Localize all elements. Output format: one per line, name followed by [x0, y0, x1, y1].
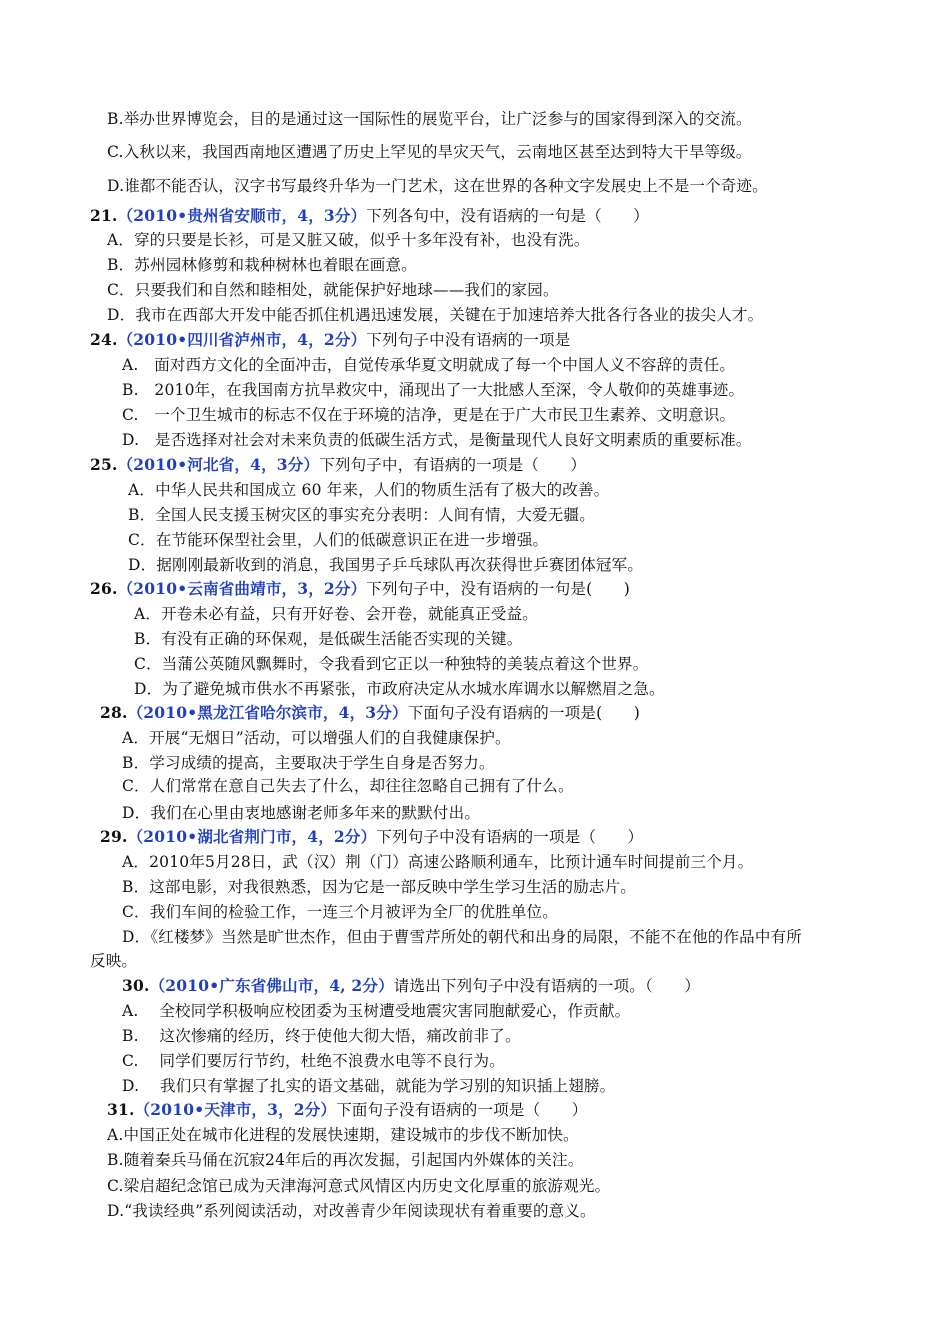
- question-source: （2010•天津市，3，2分）: [134, 1100, 337, 1119]
- option-line: D．为了避免城市供水不再紧张，市政府决定从水城水库调水以解燃眉之急。: [134, 680, 665, 698]
- question-source: （2010•四川省泸州市，4，2分）: [117, 330, 367, 349]
- option-line: C．只要我们和自然和睦相处，就能保护好地球——我们的家园。: [107, 281, 559, 299]
- question-number: 31.: [107, 1100, 135, 1119]
- question-stem: 下面句子没有语病的一项是( ): [407, 704, 640, 722]
- option-line: C.梁启超纪念馆已成为天津海河意式风情区内历史文化厚重的旅游观光。: [107, 1177, 611, 1195]
- question-number: 25.: [90, 455, 118, 474]
- option-line: D．我们在心里由衷地感谢老师多年来的默默付出。: [122, 804, 481, 822]
- question-header: [90, 455, 586, 475]
- option-line: C.入秋以来，我国西南地区遭遇了历史上罕见的旱灾天气，云南地区甚至达到特大干旱等级。: [107, 143, 752, 161]
- question-stem: 请选出下列句子中没有语病的一项。（ ）: [393, 977, 701, 995]
- question-header: [100, 827, 643, 847]
- question-stem: 下列句子中，没有语病的一句是( ): [366, 580, 630, 598]
- question-source: （2010•河北省，4，3分）: [117, 455, 320, 474]
- question-header: [122, 976, 700, 996]
- option-line: D．我市在西部大开发中能否抓住机遇迅速发展，关键在于加速培养大批各行各业的拔尖人才。: [107, 306, 764, 324]
- option-line: C．在节能环保型社会里，人们的低碳意识正在进一步增强。: [128, 531, 549, 549]
- option-line: D. 我们只有掌握了扎实的语文基础，就能为学习别的知识插上翅膀。: [122, 1077, 616, 1095]
- option-line: 反映。: [90, 952, 138, 970]
- option-line: B．有没有正确的环保观，是低碳生活能否实现的关键。: [134, 630, 523, 648]
- option-line: A．穿的只要是长衫，可是又脏又破，似乎十多年没有补，也没有洗。: [107, 231, 590, 249]
- option-line: B. 2010年，在我国南方抗旱救灾中，涌现出了一大批感人至深，令人敬仰的英雄事迹。: [122, 381, 745, 399]
- question-stem: 下列句子中没有语病的一项是: [366, 331, 571, 349]
- question-stem: 下列句子中，有语病的一项是（ ）: [319, 456, 587, 474]
- option-line: C．人们常常在意自己失去了什么，却往往忽略自己拥有了什么。: [122, 777, 574, 795]
- option-line: C．当蒲公英随风飘舞时，令我看到它正以一种独特的美装点着这个世界。: [134, 655, 649, 673]
- option-line: A. 面对西方文化的全面冲击，自觉传承华夏文明就成了每一个中国人义不容辞的责任。: [122, 356, 736, 374]
- option-line: B. 这次惨痛的经历，终于使他大彻大悟，痛改前非了。: [122, 1027, 521, 1045]
- option-line: B．全国人民支援玉树灾区的事实充分表明：人间有情，大爱无疆。: [128, 506, 595, 524]
- question-header: [90, 579, 630, 599]
- option-line: A.中国正处在城市化进程的发展快速期，建设城市的步伐不断加快。: [107, 1126, 579, 1144]
- option-line: D．据刚刚最新收到的消息，我国男子乒乓球队再次获得世乒赛团体冠军。: [128, 556, 644, 574]
- option-line: B．苏州园林修剪和栽种树林也着眼在画意。: [107, 256, 417, 274]
- question-source: （2010•广东省佛山市，4, 2分）: [149, 976, 394, 995]
- question-stem: 下列各句中，没有语病的一句是（ ）: [366, 207, 649, 225]
- question-number: 28.: [100, 703, 128, 722]
- option-line: C. 一个卫生城市的标志不仅在于环境的洁净，更是在于广大市民卫生素养、文明意识。: [122, 406, 736, 424]
- question-stem: 下面句子没有语病的一项是（ ）: [336, 1101, 588, 1119]
- option-line: A．开展“无烟日”活动，可以增强人们的自我健康保护。: [122, 729, 511, 747]
- option-line: B.举办世界博览会，目的是通过这一国际性的展览平台，让广泛参与的国家得到深入的交流。: [107, 110, 752, 128]
- question-source: （2010•云南省曲靖市，3，2分）: [117, 579, 367, 598]
- question-number: 21.: [90, 206, 118, 225]
- question-header: [100, 703, 640, 723]
- question-number: 26.: [90, 579, 118, 598]
- question-stem: 下列句子中没有语病的一项是（ ）: [376, 828, 644, 846]
- question-source: （2010•贵州省安顺市，4，3分）: [117, 206, 367, 225]
- question-header: [90, 206, 649, 226]
- question-source: （2010•湖北省荆门市，4，2分）: [127, 827, 377, 846]
- option-line: A．中华人民共和国成立 60 年来，人们的物质生活有了极大的改善。: [128, 481, 610, 499]
- option-line: B．这部电影，对我很熟悉，因为它是一部反映中学生学习生活的励志片。: [122, 878, 636, 896]
- option-line: A. 全校同学积极响应校团委为玉树遭受地震灾害同胞献爱心，作贡献。: [122, 1002, 631, 1020]
- option-line: D.“我读经典”系列阅读活动，对改善青少年阅读现状有着重要的意义。: [107, 1202, 596, 1220]
- option-line: A．2010年5月28日，武（汉）荆（门）高速公路顺利通车，比预计通车时间提前三个月。: [122, 853, 754, 871]
- question-header: [90, 330, 570, 350]
- question-number: 29.: [100, 827, 128, 846]
- option-line: A．开卷未必有益，只有开好卷、会开卷，就能真正受益。: [134, 605, 538, 623]
- question-number: 24.: [90, 330, 118, 349]
- option-line: D. 是否选择对社会对未来负责的低碳生活方式，是衡量现代人良好文明素质的重要标准。: [122, 431, 752, 449]
- option-line: B.随着秦兵马俑在沉寂24年后的再次发掘，引起国内外媒体的关注。: [107, 1151, 584, 1169]
- option-line: B．学习成绩的提高，主要取决于学生自身是否努力。: [122, 754, 495, 772]
- option-line: D．《红楼梦》当然是旷世杰作，但由于曹雪芹所处的朝代和出身的局限，不能不在他的作品中有所: [122, 928, 802, 946]
- question-source: （2010•黑龙江省哈尔滨市，4，3分）: [127, 703, 408, 722]
- option-line: C. 同学们要厉行节约，杜绝不浪费水电等不良行为。: [122, 1052, 505, 1070]
- question-header: [107, 1100, 587, 1120]
- option-line: C．我们车间的检验工作，一连三个月被评为全厂的优胜单位。: [122, 903, 558, 921]
- question-number: 30.: [122, 976, 150, 995]
- option-line: D.谁都不能否认，汉字书写最终升华为一门艺术，这在世界的各种文字发展史上不是一个奇迹。: [107, 177, 768, 195]
